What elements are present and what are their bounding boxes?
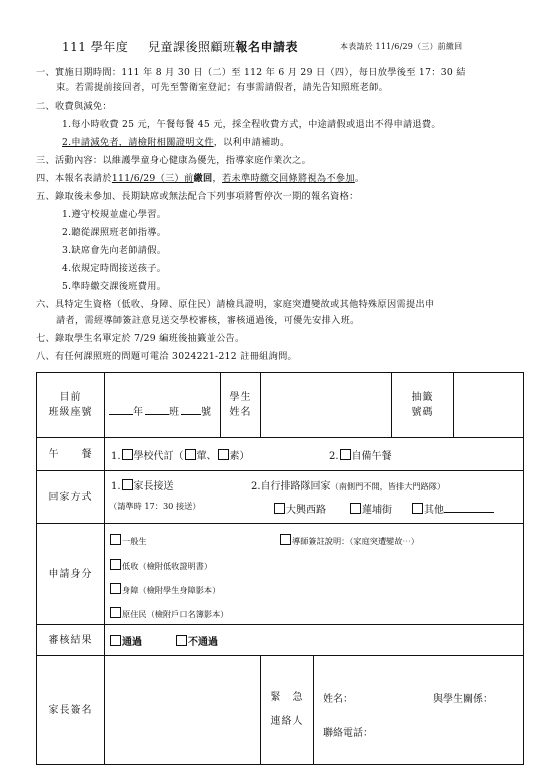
home-option-parent[interactable] — [111, 477, 174, 492]
route-lian-pu[interactable] — [349, 501, 392, 516]
seat-suffix: 號 — [201, 407, 211, 418]
identity-general-text: 一般生 — [122, 536, 147, 546]
identity-general-checkbox[interactable] — [110, 534, 121, 545]
parent-signature-field[interactable] — [105, 656, 261, 765]
review-fail-text: 不通過 — [188, 637, 218, 648]
identity-disabled-text: 身障（檢附學生身障影本） — [122, 585, 221, 595]
review-options — [105, 625, 524, 656]
note-4-a: 四、本報名表請於 — [36, 173, 112, 184]
identity-indigenous-checkbox[interactable] — [110, 607, 121, 618]
note-4 — [36, 173, 364, 185]
note-7: 七、錄取學生名單定於 7/29 編班後抽籤並公告。 — [36, 333, 245, 344]
parent-signature-label: 家長簽名 — [37, 656, 105, 765]
note-5-item-2: 2.聽從課照班老師指導。 — [62, 227, 167, 238]
review-fail-checkbox[interactable] — [176, 635, 187, 646]
route-other-blank[interactable] — [444, 502, 494, 513]
form-title — [62, 38, 542, 54]
identity-disabled-checkbox[interactable] — [110, 583, 121, 594]
seat-blank[interactable] — [181, 404, 201, 415]
home-option-parent-text: 家長接送 — [133, 481, 174, 492]
student-info-row — [37, 373, 524, 438]
student-name-label — [221, 373, 261, 438]
note-2: 二、收費與減免： — [36, 101, 112, 112]
return-deadline-note: 本表請於 111/6/29（三）前繳回 — [340, 42, 463, 51]
route-lian-pu-checkbox[interactable] — [350, 503, 361, 514]
identity-disabled[interactable] — [109, 583, 220, 596]
route-other[interactable] — [411, 501, 494, 516]
lunch-option-school-number: 1. — [111, 451, 121, 462]
route-da-xing-checkbox[interactable] — [274, 503, 285, 514]
note-1-line-1: 一、實施日期時間：111 年 8 月 30 日（二）至 112 年 6 月 29 日（四），每日放學後至 17：30 結 — [36, 67, 466, 78]
review-pass[interactable] — [109, 633, 142, 648]
student-name-field[interactable] — [261, 373, 392, 438]
contact-name-label: 姓名： — [323, 694, 353, 705]
emergency-contact-label: 緊 急 連絡人 — [270, 692, 304, 727]
note-4-period: 。 — [354, 173, 365, 184]
class-seat-label-text: 目前 班級座號 — [48, 392, 93, 418]
school-year: 111 學年度 — [62, 40, 129, 54]
grade-blank[interactable] — [109, 404, 133, 415]
review-fail[interactable] — [175, 633, 218, 648]
review-pass-checkbox[interactable] — [110, 635, 121, 646]
note-5-item-3: 3.缺席會先向老師請假。 — [62, 245, 167, 256]
identity-low-income[interactable] — [109, 559, 212, 572]
lottery-number-field[interactable] — [454, 373, 524, 438]
note-6-line-1: 六、具特定生資格（低收、身障、原住民）請檢具證明，家庭突遭變故或其他特殊原因需提出申 — [36, 299, 435, 310]
emergency-contact-cell — [261, 656, 524, 765]
contact-phone-label: 聯絡電話： — [323, 728, 373, 739]
lunch-option-self[interactable] — [329, 447, 392, 462]
identity-indigenous-text: 原住民（檢附戶口名簿影本） — [122, 609, 229, 619]
note-2-item-2-rest: ，以利申請補助。 — [213, 137, 290, 148]
signature-row — [37, 656, 524, 765]
note-2-item-1: 1.每小時收費 25 元，午餐每餐 45 元，採全程收費方式，中途請假或退出不得申請退費。 — [62, 119, 441, 130]
note-2-item-2-underlined: 2.申請減免者，請檢附相關證明文件 — [62, 137, 214, 148]
class-suffix: 班 — [169, 407, 179, 418]
home-option-self[interactable] — [251, 477, 445, 492]
form-name-prefix: 兒童課後照顧班 — [148, 40, 236, 54]
class-seat-field[interactable] — [105, 373, 221, 438]
route-da-xing[interactable] — [273, 501, 326, 516]
identity-teacher-note[interactable] — [279, 534, 419, 547]
lunch-meat-checkbox[interactable] — [185, 449, 196, 460]
home-option-parent-number: 1. — [111, 481, 121, 492]
note-6-line-2: 請者，需經導師簽註意見送交學校審核，審核通過後，可優先安排入班。 — [56, 315, 360, 326]
identity-low-income-checkbox[interactable] — [110, 559, 121, 570]
note-4-deadline: 111/6/29（三）前 — [111, 173, 194, 184]
route-lian-pu-text: 蓮埔街 — [362, 505, 392, 516]
lunch-option-self-text: 自備午餐 — [351, 451, 392, 462]
identity-general[interactable] — [109, 534, 147, 547]
go-home-row — [37, 471, 524, 524]
home-option-self-text: 2.自行排路隊回家 — [251, 481, 331, 492]
lunch-veg-checkbox[interactable] — [218, 449, 229, 460]
go-home-label: 回家方式 — [37, 471, 105, 524]
identity-teacher-checkbox[interactable] — [280, 534, 291, 545]
class-blank[interactable] — [145, 404, 169, 415]
application-table — [36, 372, 524, 765]
lunch-option-school-text: 學校代訂（ — [133, 451, 184, 462]
identity-row — [37, 524, 524, 625]
relation-label: 與學生關係： — [433, 694, 493, 705]
lunch-option-self-number: 2. — [329, 451, 339, 462]
review-label: 審核結果 — [37, 625, 105, 656]
lunch-row — [37, 438, 524, 471]
route-other-checkbox[interactable] — [412, 503, 423, 514]
class-seat-inputs — [109, 403, 211, 418]
note-1-line-2: 束。若需提前接回者，可先至警衛室登記；有事需請假者，請先告知照班老師。 — [56, 82, 389, 93]
note-5-item-1: 1.遵守校規並虛心學習。 — [62, 209, 167, 220]
review-pass-text: 通過 — [122, 637, 142, 648]
note-5: 五、錄取後未參加、長期缺席或無法配合下列事項將暫停次一期的報名資格： — [36, 191, 359, 202]
identity-low-income-text: 低收（檢附低收證明書） — [122, 561, 213, 571]
lunch-school-checkbox[interactable] — [122, 449, 133, 460]
note-3: 三、活動內容：以維護學童身心健康為優先，指導家庭作業次之。 — [36, 155, 312, 166]
home-parent-note: （請準時 17：30 接送） — [109, 501, 201, 511]
home-parent-checkbox[interactable] — [122, 479, 133, 490]
note-2-item-2 — [62, 137, 290, 149]
note-5-item-4: 4.依規定時間接送孩子。 — [62, 263, 167, 274]
lunch-label: 午 餐 — [37, 438, 105, 471]
class-seat-label — [37, 373, 105, 438]
identity-indigenous[interactable] — [109, 607, 228, 620]
identity-teacher-text: 導師簽註說明：（家庭突遭變故⋯） — [292, 536, 419, 546]
go-home-options — [105, 471, 524, 524]
note-8: 八、有任何課照班的問題可電洽 3024221-212 註冊組詢問。 — [36, 351, 298, 362]
student-name-label-text: 學生 姓名 — [229, 392, 252, 418]
note-4-comma: ， — [212, 173, 223, 184]
grade-suffix: 年 — [133, 407, 143, 418]
lunch-meat-text: 葷、 — [196, 451, 217, 462]
note-4-return: 繳回 — [193, 173, 213, 184]
form-name — [148, 38, 298, 55]
route-da-xing-text: 大興西路 — [286, 505, 326, 516]
lunch-self-checkbox[interactable] — [340, 449, 351, 460]
lunch-veg-text: 素） — [229, 451, 250, 462]
identity-options — [105, 524, 524, 625]
lunch-option-school[interactable] — [111, 447, 250, 462]
note-4-warning: 若未準時繳交回條將視為不參加 — [222, 173, 355, 184]
home-option-self-note: （南側門不開，皆排大門路隊） — [330, 481, 446, 491]
review-row — [37, 625, 524, 656]
note-5-item-5: 5.準時繳交課後班費用。 — [62, 281, 167, 292]
lottery-number-label — [392, 373, 454, 438]
lunch-options — [105, 438, 524, 471]
identity-label: 申請身分 — [37, 524, 105, 625]
route-other-text: 其他 — [424, 505, 444, 516]
lottery-number-label-text: 抽籤 號碼 — [411, 392, 434, 418]
form-name-bold: 報名申請表 — [235, 40, 299, 54]
